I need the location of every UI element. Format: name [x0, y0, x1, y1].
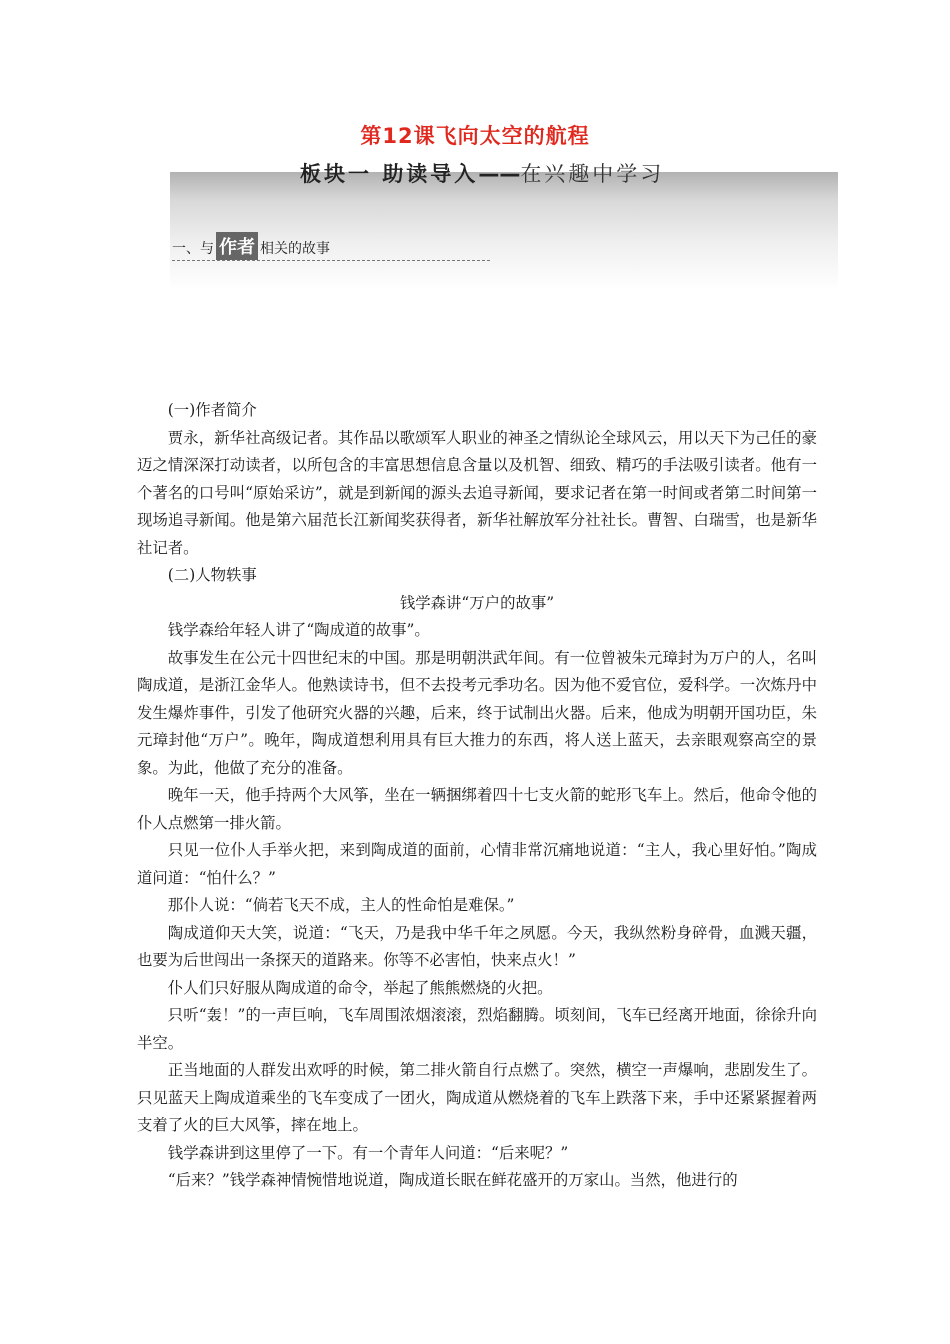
page-title: 第12课飞向太空的航程	[360, 124, 590, 148]
section-prefix: 一、与	[172, 241, 214, 257]
paragraph: 故事发生在公元十四世纪末的中国。那是明朝洪武年间。有一位曾被朱元璋封为万户的人，名叫陶成道，是浙江金华人。他熟读诗书，但不去投考元季功名。因为他不爱官位，爱科学。一次炼丹中发生爆炸事件，引发了他研究火器的兴趣，后来，终于试制出火器。后来，他成为明朝开国功臣，朱元璋封他“万户”。晚年，陶成道想利用具有巨大推力的东西，将人送上蓝天，去亲眼观察高空的景象。为此，他做了充分的准备。	[137, 648, 817, 777]
body-text	[137, 397, 817, 1195]
paragraph: 那仆人说：“倘若飞天不成，主人的性命怕是难保。”	[167, 896, 515, 914]
section-suffix: 相关的故事	[260, 241, 330, 257]
section-highlight: 作者	[216, 232, 258, 260]
story-title: 钱学森讲“万户的故事”	[399, 593, 555, 612]
paragraph: 陶成道仰天大笑，说道：“飞天，乃是我中华千年之夙愿。今天，我纵然粉身碎骨，血溅天疆，也要为后世闯出一条探天的道路来。你等不必害怕，快来点火！”	[137, 923, 817, 969]
paragraph: 贾永，新华社高级记者。其作品以歌颂军人职业的神圣之情纵论全球风云，用以天下为己任的豪迈之情深深打动读者，以所包含的丰富思想信息含量以及机智、细致、精巧的手法吸引读者。他有一个著名的口号叫“原始采访”，就是到新闻的源头去追寻新闻，要求记者在第一时间或者第二时间第一现场追寻新闻。他是第六届范长江新闻奖获得者，新华社解放军分社社长。曹智、白瑞雪，也是新华社记者。	[137, 428, 817, 557]
banner-heading	[300, 158, 664, 188]
paragraph: 钱学森讲到这里停了一下。有一个青年人问道：“后来呢？”	[167, 1143, 569, 1162]
paragraph: 只听“轰！”的一声巨响，飞车周围浓烟滚滚，烈焰翻腾。顷刻间，飞车已经离开地面，徐徐升向半空。	[137, 1006, 817, 1052]
paragraph: 只见一位仆人手举火把，来到陶成道的面前，心情非常沉痛地说道：“主人，我心里好怕。”陶成道问道：“怕什么？”	[137, 841, 817, 887]
paragraph: “后来？”钱学森神情惋惜地说道，陶成道长眠在鲜花盛开的万家山。当然，他进行的	[167, 1171, 738, 1189]
section-subheading	[172, 232, 330, 260]
banner-part2: 助读导入	[382, 162, 479, 186]
banner-part3: 在兴趣中学习	[520, 162, 665, 186]
paragraph: 钱学森给年轻人讲了“陶成道的故事”。	[167, 621, 430, 639]
paragraph: 仆人们只好服从陶成道的命令，举起了熊熊燃烧的火把。	[167, 978, 553, 997]
paragraph: (二)人物轶事	[167, 566, 257, 584]
dashed-divider	[172, 260, 490, 261]
paragraph: 正当地面的人群发出欢呼的时候，第二排火箭自行点燃了。突然，横空一声爆响，悲剧发生了。只见蓝天上陶成道乘坐的飞车变成了一团火，陶成道从燃烧着的飞车上跌落下来，手中还紧紧握着两支着了火的巨大风筝，摔在地上。	[137, 1061, 817, 1134]
paragraph: (一)作者简介	[167, 401, 257, 419]
banner-part1: 板块一	[300, 162, 372, 186]
banner-dash: ——	[478, 162, 521, 186]
section-banner	[170, 172, 838, 290]
paragraph: 晚年一天，他手持两个大风筝，坐在一辆捆绑着四十七支火箭的蛇形飞车上。然后，他命令他的仆人点燃第一排火箭。	[137, 786, 817, 832]
